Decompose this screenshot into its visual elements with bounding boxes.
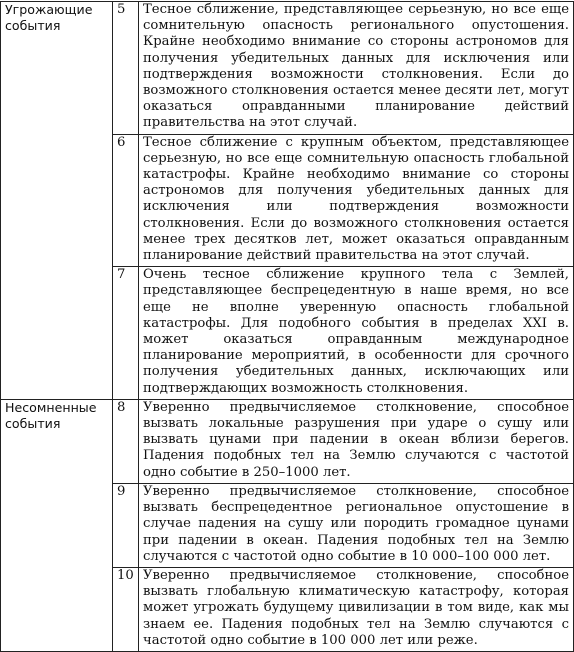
scale-level-description: Тесное сближение, представляющее серьезную, но все еще сомнительную опасность регионального опустошения. Крайне необходимо внимание со стороны астрономов для получения убедительных данных для исключения или подтверждения возможности столкновения. Если до возможного столкновения остается менее десяти лет, могут оказаться оправданными планирование действий правительства на этот случай. (139, 2, 574, 135)
scale-level-description: Уверенно предвычисляемое столкновение, способное вызвать беспрецедентное региональное опустошение в случае падения на сушу или породить громадное цунами при падении в океан. Падения подобных тел на Землю случаются с частотой одно событие в 10 000–100 000 лет. (139, 483, 574, 567)
table-row (1, 2, 574, 135)
hazard-scale-table (0, 1, 574, 652)
scale-level-number: 8 (113, 399, 139, 483)
scale-level-number: 7 (113, 267, 139, 400)
scale-level-description: Очень тесное сближение крупного тела с Землей, представляющее беспрецедентную в наше время, но все еще не вполне уверенную опасность глобальной катастрофы. Для подобного события в пределах XXI в. может оказаться оправданным международное планирование мероприятий, в особенности для срочного получения убедительных данных, исключающих или подтверждающих возможность столкновения. (139, 267, 574, 400)
scale-level-number: 9 (113, 483, 139, 567)
scale-level-number: 5 (113, 2, 139, 135)
category-certain-events: Несомненные события (1, 399, 113, 651)
category-threatening-events: Угрожающие события (1, 2, 113, 400)
scale-level-description: Уверенно предвычисляемое столкновение, способное вызвать локальные разрушения при ударе о сушу или вызвать цунами при падении в океан вблизи берегов. Падения подобных тел на Землю случаются с частотой одно событие в 250–1000 лет. (139, 399, 574, 483)
table-row (1, 399, 574, 483)
scale-level-number: 10 (113, 567, 139, 651)
scale-level-description: Тесное сближение с крупным объектом, представляющее серьезную, но все еще сомнительную опасность глобальной катастрофы. Крайне необходимо внимание со стороны астрономов для получения убедительных данных для исключения или подтверждения возможности столкновения. Если до возможного столкновения остается менее трех десятков лет, может оказаться оправданным планирование действий правительства на этот случай. (139, 134, 574, 267)
scale-level-number: 6 (113, 134, 139, 267)
scale-level-description: Уверенно предвычисляемое столкновение, способное вызвать глобальную климатическую катастрофу, которая может угрожать будущему цивилизации в том виде, как мы знаем ее. Падения подобных тел на Землю случаются с частотой одно событие в 100 000 лет или реже. (139, 567, 574, 651)
